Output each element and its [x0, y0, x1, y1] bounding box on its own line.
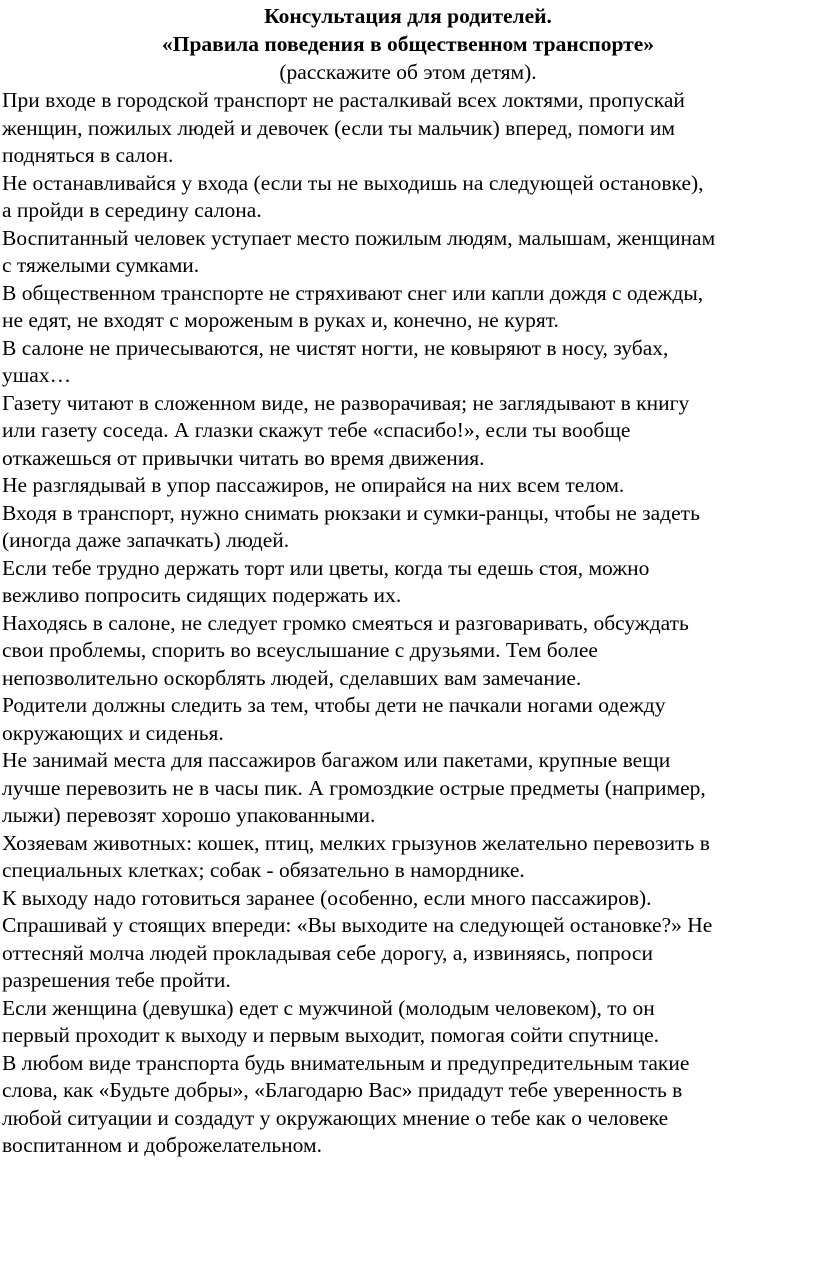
body-line: специальных клетках; собак - обязательно в наморднике. [2, 858, 525, 882]
body-line: подняться в салон. [2, 143, 174, 167]
body-line: Хозяевам животных: кошек, птиц, мелких грызунов желательно перевозить в [2, 830, 710, 855]
body-line: откажешься от привычки читать во время движения. [2, 445, 485, 470]
body-line: При входе в городской транспорт не расталкивай всех локтями, пропускай [2, 88, 685, 112]
body-line: Газету читают в сложенном виде, не разворачивая; не заглядывают в книгу [2, 390, 690, 415]
body-line: Не останавливайся у входа (если ты не выходишь на следующей остановке), [2, 170, 704, 195]
body-line: не едят, не входят с мороженым в руках и, конечно, не курят. [2, 308, 559, 332]
body-line: воспитанном и доброжелательном. [2, 1133, 322, 1157]
body-line: Входя в транспорт, нужно снимать рюкзаки и сумки-ранцы, чтобы не задеть [2, 500, 700, 525]
body-line: первый проходит к выходу и первым выходит, помогая сойти спутнице. [2, 1023, 659, 1047]
body-line: В салоне не причесываются, не чистят ногти, не ковыряют в носу, зубах, [2, 335, 669, 360]
body-line: (иногда даже запачкать) людей. [2, 528, 290, 552]
body-line: Если тебе трудно держать торт или цветы, когда ты едешь стоя, можно [2, 555, 650, 580]
body-line: или газету соседа. А глазки скажут тебе «спасибо!», если ты вообще [2, 418, 631, 442]
body-line: К выходу надо готовиться заранее (особенно, если много пассажиров). [2, 885, 652, 910]
body-line: слова, как «Будьте добры», «Благодарю Вас» придадут тебе уверенность в [2, 1078, 683, 1102]
body-line: вежливо попросить сидящих подержать их. [2, 583, 402, 607]
body-line: свои проблемы, спорить во всеуслышание с друзьями. Тем более [2, 638, 598, 662]
body-line: оттесняй молча людей прокладывая себе дорогу, а, извиняясь, попроси [2, 940, 653, 965]
body-line: непозволительно оскорблять людей, сделавших вам замечание. [2, 665, 582, 690]
body-line: ушах… [2, 363, 72, 387]
document-title-line-2: «Правила поведения в общественном транспорте» [161, 32, 654, 56]
body-line: лыжи) перевозят хорошо упакованными. [2, 803, 376, 827]
body-line: любой ситуации и создадут у окружающих мнение о тебе как о человеке [2, 1105, 669, 1130]
body-line: женщин, пожилых людей и девочек (если ты мальчик) вперед, помоги им [2, 115, 676, 140]
body-line: Родители должны следить за тем, чтобы дети не пачкали ногами одежду [2, 693, 666, 717]
body-line: окружающих и сиденья. [2, 720, 224, 745]
body-line: разрешения тебе пройти. [2, 968, 231, 992]
document-subtitle: (расскажите об этом детям). [279, 60, 537, 84]
body-line: Воспитанный человек уступает место пожилым людям, малышам, женщинам [2, 225, 716, 250]
body-line: Не разглядывай в упор пассажиров, не опирайся на них всем телом. [2, 473, 625, 497]
body-line: В любом виде транспорта будь внимательным и предупредительным такие [2, 1050, 690, 1075]
body-line: В общественном транспорте не стряхивают снег или капли дождя с одежды, [2, 280, 704, 305]
document-title-line-1: Консультация для родителей. [264, 4, 552, 28]
body-line: Спрашивай у стоящих впереди: «Вы выходите на следующей остановке?» Не [2, 913, 713, 937]
body-line: Находясь в салоне, не следует громко смеяться и разговаривать, обсуждать [2, 610, 689, 635]
body-line: Не занимай места для пассажиров багажом или пакетами, крупные вещи [2, 748, 671, 772]
body-line: а пройди в середину салона. [2, 198, 262, 222]
body-line: лучше перевозить не в часы пик. А громоздкие острые предметы (например, [2, 775, 706, 800]
body-line: с тяжелыми сумками. [2, 253, 200, 277]
body-line: Если женщина (девушка) едет с мужчиной (молодым человеком), то он [2, 995, 655, 1020]
